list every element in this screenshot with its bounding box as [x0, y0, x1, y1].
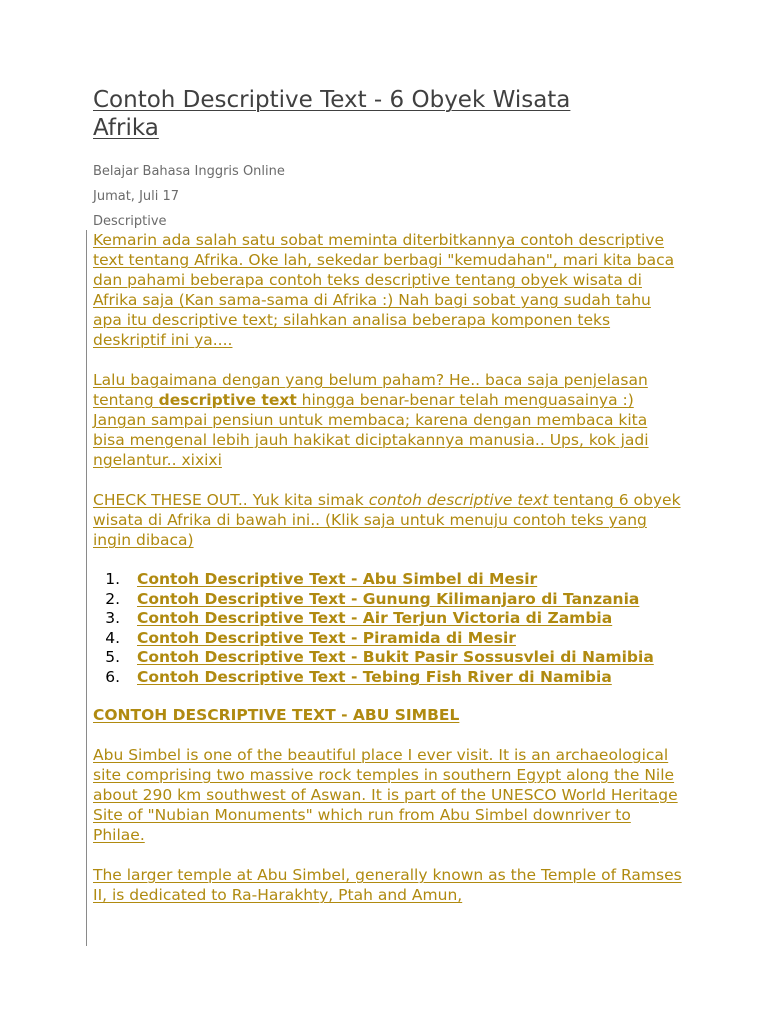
- toc-link[interactable]: Contoh Descriptive Text - Air Terjun Victoria di Zambia: [137, 609, 613, 627]
- intro-paragraph-2-text-a: Lalu bagaimana dengan yang belum paham? He.. baca saja penjelasan tentang: [93, 371, 648, 409]
- toc-item[interactable]: [125, 648, 683, 668]
- intro-paragraph-3-text-b: tentang 6 obyek wisata di Afrika di bawah ini.. (Klik saja untuk menuju contoh teks yang ingin dibaca): [93, 491, 681, 549]
- article-author: Belajar Bahasa Inggris Online: [93, 164, 285, 179]
- intro-paragraph-3-text-a: CHECK THESE OUT.. Yuk kita simak: [93, 491, 369, 509]
- toc-item[interactable]: [125, 590, 683, 610]
- intro-paragraph-3[interactable]: [93, 490, 683, 550]
- toc-link[interactable]: Contoh Descriptive Text - Tebing Fish River di Namibia: [137, 667, 612, 686]
- intro-paragraph-1[interactable]: Kemarin ada salah satu sobat meminta diterbitkannya contoh descriptive text tentang Afrika. Oke lah, sekedar berbagi "kemudahan", mari kita baca dan pahami beberapa contoh teks descriptive tentang obyek wisata di Afrika saja (Kan sama-sama di Afrika :) Nah bagi sobat yang sudah tahu apa itu descriptive text; silahkan analisa beberapa komponen teks deskriptif ini ya....: [93, 231, 675, 349]
- intro-paragraph-2[interactable]: [93, 370, 683, 470]
- article-label: Descriptive: [93, 214, 167, 229]
- toc-item[interactable]: [125, 668, 683, 688]
- content-left-rule: [86, 230, 87, 946]
- toc-item[interactable]: [125, 570, 683, 590]
- section-heading[interactable]: CONTOH DESCRIPTIVE TEXT - ABU SIMBEL: [93, 706, 460, 724]
- toc-item[interactable]: [125, 629, 683, 649]
- article-title[interactable]: Contoh Descriptive Text - 6 Obyek Wisata Afrika: [93, 87, 571, 141]
- toc-list: [93, 570, 683, 687]
- intro-paragraph-2-text-b: hingga benar-benar telah menguasainya :) Jangan sampai pensiun untuk membaca; karena dengan membaca kita bisa mengenal lebih jauh hakikat diciptakannya manusia.. Ups, kok jadi ngelantur.. xixixi: [93, 391, 649, 469]
- section-paragraph-2[interactable]: The larger temple at Abu Simbel, generally known as the Temple of Ramses II, is dedicated to Ra-Harakhty, Ptah and Amun,: [93, 866, 682, 904]
- toc-link[interactable]: Contoh Descriptive Text - Piramida di Mesir: [137, 628, 516, 647]
- intro-paragraph-3-italic: contoh descriptive text: [368, 491, 549, 509]
- document-page: [93, 86, 683, 925]
- toc-link[interactable]: Contoh Descriptive Text - Gunung Kilimanjaro di Tanzania: [137, 589, 640, 608]
- section-paragraph-1[interactable]: Abu Simbel is one of the beautiful place I ever visit. It is an archaeological site comprising two massive rock temples in southern Egypt along the Nile about 290 km southwest of Aswan. It is part of the UNESCO World Heritage Site of "Nubian Monuments" which run from Abu Simbel downriver to Philae.: [93, 746, 678, 844]
- toc-link[interactable]: Contoh Descriptive Text - Bukit Pasir Sossusvlei di Namibia: [137, 648, 654, 666]
- toc-link[interactable]: Contoh Descriptive Text - Abu Simbel di Mesir: [137, 570, 538, 588]
- article-content: [93, 230, 683, 905]
- toc-item[interactable]: [125, 609, 683, 629]
- article-date: Jumat, Juli 17: [93, 189, 180, 204]
- descriptive-text-link[interactable]: descriptive text: [158, 391, 297, 409]
- article-body: [93, 230, 683, 905]
